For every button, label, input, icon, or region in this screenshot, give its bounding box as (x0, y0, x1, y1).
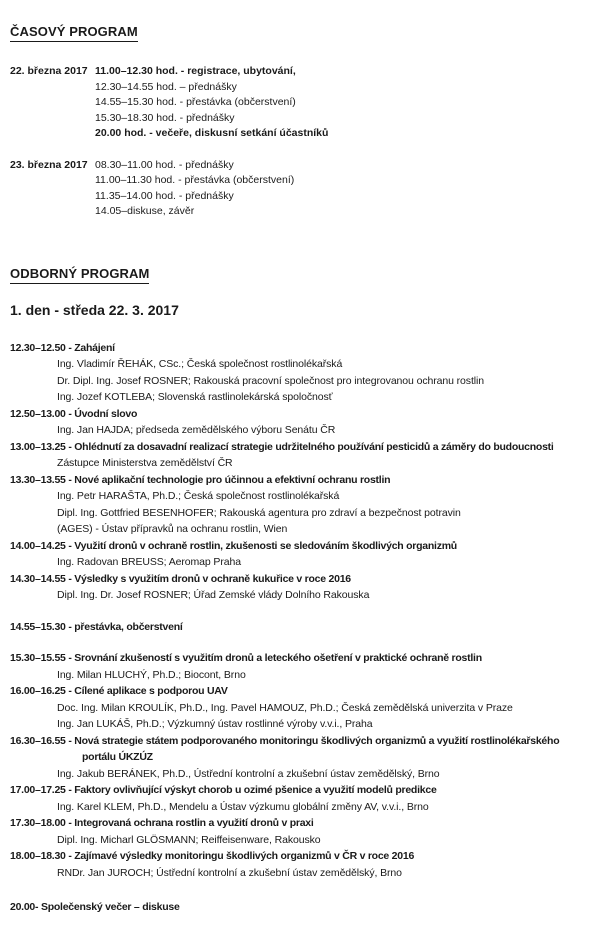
session-row (10, 683, 594, 733)
session-heading (10, 782, 594, 799)
session-row (10, 899, 594, 916)
session-title-continued: portálu ÚKZÚZ (82, 751, 153, 763)
speaker-line: RNDr. Jan JUROCH; Ústřední kontrolní a zkušební ústav zemědělský, Brno (57, 866, 402, 879)
session-separator: - (65, 685, 75, 697)
schedule-line: 20.00 hod. - večeře, diskusní setkání účastníků (95, 127, 329, 139)
session-row (10, 619, 594, 636)
session-heading (10, 406, 594, 423)
day-block (10, 64, 594, 142)
session-row (10, 650, 594, 683)
session-heading (10, 439, 594, 456)
schedule-line: 11.00–11.30 hod. - přestávka (občerstvení) (95, 174, 295, 186)
session-title: Faktory ovlivňující výskyt chorob u ozimé pšenice a využití modelů predikce (74, 784, 437, 796)
session-heading (10, 899, 594, 916)
session-heading (10, 650, 594, 667)
time-program-heading: ČASOVÝ PROGRAM (10, 24, 138, 42)
session-row (10, 571, 594, 604)
session-title: přestávka, občerstvení (74, 620, 183, 633)
day-schedule-lines (95, 64, 594, 142)
session-separator: - (65, 407, 75, 420)
speaker-line: Ing. Jan HAJDA; předseda zemědělského výboru Senátu ČR (57, 424, 336, 436)
session-heading (10, 619, 594, 636)
schedule-line: 15.30–18.30 hod. - přednášky (95, 111, 235, 124)
session-time: 20.00- (10, 901, 39, 913)
session-title: Využití dronů v ochraně rostlin, zkušenosti se sledováním škodlivých organizmů (74, 539, 457, 552)
speaker-line: Ing. Jakub BERÁNEK, Ph.D., Ústřední kontrolní a zkušební ústav zemědělský, Brno (57, 767, 440, 780)
session-row (10, 538, 594, 571)
session-time: 18.00–18.30 (10, 850, 66, 862)
session-separator: - (65, 652, 75, 664)
session-row (10, 815, 594, 848)
speaker-line: Ing. Radovan BREUSS; Aeromap Praha (57, 556, 241, 568)
session-time: 14.00–14.25 (10, 539, 66, 552)
session-time: 12.50–13.00 (10, 407, 66, 420)
session-heading (10, 848, 594, 865)
schedule-line: 11.00–12.30 hod. - registrace, ubytování, (95, 65, 296, 77)
session-row (10, 340, 594, 406)
session-heading (10, 340, 594, 357)
document-page (10, 24, 594, 916)
speaker-line: Dipl. Ing. Dr. Josef ROSNER; Úřad Zemské vlády Dolního Rakouska (57, 589, 370, 601)
session-separator: - (65, 850, 75, 862)
session-title: Srovnání zkušeností s využitím dronů a leteckého ošetření v praktické ochraně rostlin (74, 652, 482, 664)
expert-program-heading: ODBORNÝ PROGRAM (10, 266, 149, 284)
schedule-line: 11.35–14.00 hod. - přednášky (95, 189, 234, 202)
session-separator: - (65, 539, 75, 552)
session-time: 14.55–15.30 (10, 620, 66, 633)
session-row (10, 782, 594, 815)
speaker-line: Zástupce Ministerstva zemědělství ČR (57, 457, 233, 469)
session-heading (10, 538, 594, 555)
speaker-line: (AGES) - Ústav přípravků na ochranu rostlin, Wien (57, 523, 288, 535)
session-time: 15.30–15.55 (10, 652, 66, 664)
session-title: Cílené aplikace s podporou UAV (74, 685, 228, 697)
session-title: Integrovaná ochrana rostlin a využití dronů v praxi (74, 817, 314, 829)
day-block (10, 158, 594, 220)
session-title: Zahájení (74, 341, 115, 354)
session-title: Ohlédnutí za dosavadní realizací strategie udržitelného používání pesticidů a záměry do budoucnosti (74, 440, 554, 453)
schedule-line: 14.55–15.30 hod. - přestávka (občerstvení) (95, 96, 296, 108)
speaker-line: Ing. Jan LUKÁŠ, Ph.D.; Výzkumný ústav rostlinné výroby v.v.i., Praha (57, 718, 373, 730)
session-time: 13.00–13.25 (10, 440, 66, 453)
session-separator: - (65, 341, 75, 354)
speaker-line: Dipl. Ing. Gottfried BESENHOFER; Rakouská agentura pro zdraví a bezpečnost potravin (57, 506, 461, 519)
session-row (10, 439, 594, 472)
session-time: 12.30–12.50 (10, 341, 66, 354)
date-label: 23. března 2017 (10, 158, 88, 171)
session-separator: - (65, 572, 75, 585)
speaker-line: Ing. Milan HLUCHÝ, Ph.D.; Biocont, Brno (57, 668, 246, 681)
session-title: Výsledky s využitím dronů v ochraně kukuřice v roce 2016 (74, 572, 351, 585)
session-separator: - (65, 440, 75, 453)
session-separator: - (65, 817, 75, 829)
session-row (10, 406, 594, 439)
date-label: 22. března 2017 (10, 65, 88, 77)
session-time: 14.30–14.55 (10, 572, 66, 585)
speaker-line: Ing. Vladimír ŘEHÁK, CSc.; Česká společnost rostlinolékařská (57, 358, 343, 370)
day-title: 1. den - středa 22. 3. 2017 (10, 301, 179, 318)
session-separator: - (65, 734, 75, 747)
speaker-line: Doc. Ing. Milan KROULÍK, Ph.D., Ing. Pavel HAMOUZ, Ph.D.; Česká zemědělská univerzita v Praze (57, 701, 513, 714)
session-separator: - (65, 473, 75, 486)
session-row (10, 472, 594, 538)
time-program-table (10, 64, 594, 220)
session-title: Společenský večer – diskuse (40, 901, 180, 913)
session-time: 17.00–17.25 (10, 784, 66, 796)
session-row (10, 733, 594, 783)
session-row (10, 848, 594, 881)
schedule-line: 08.30–11.00 hod. - přednášky (95, 158, 234, 171)
session-title: Nová strategie státem podporovaného monitoringu škodlivých organizmů a využití rostlinolékařského (74, 734, 560, 747)
session-title: Zajímavé výsledky monitoringu škodlivých organizmů v ČR v roce 2016 (74, 850, 415, 862)
schedule-line: 12.30–14.55 hod. – přednášky (95, 80, 237, 93)
session-heading (10, 815, 594, 832)
speaker-line: Ing. Karel KLEM, Ph.D., Mendelu a Ústav výzkumu globální změny AV, v.v.i., Brno (57, 800, 429, 813)
session-heading (10, 683, 594, 700)
speaker-line: Ing. Petr HARAŠTA, Ph.D.; Česká společnost rostlinolékařská (57, 490, 340, 502)
session-time: 13.30–13.55 (10, 473, 66, 486)
speaker-line: Dr. Dipl. Ing. Josef ROSNER; Rakouská pracovní společnost pro integrovanou ochranu rostlin (57, 374, 484, 387)
schedule-line: 14.05–diskuse, závěr (95, 205, 195, 217)
session-title: Úvodní slovo (74, 407, 138, 420)
speaker-line: Ing. Jozef KOTLEBA; Slovenská rastlinolekárská spoločnosť (57, 391, 333, 403)
sessions-list (10, 340, 594, 916)
speaker-line: Dipl. Ing. Micharl GLÖSMANN; Reiffeisenware, Rakousko (57, 833, 321, 846)
day-schedule-lines (95, 158, 594, 220)
session-time: 16.00–16.25 (10, 685, 66, 697)
session-heading (10, 571, 594, 588)
session-time: 16.30–16.55 (10, 734, 66, 747)
session-title: Nové aplikační technologie pro účinnou a efektivní ochranu rostlin (74, 473, 391, 486)
session-separator: - (65, 784, 75, 796)
session-separator: - (65, 620, 75, 633)
session-time: 17.30–18.00 (10, 817, 66, 829)
session-heading (10, 472, 594, 489)
session-heading (10, 733, 594, 766)
